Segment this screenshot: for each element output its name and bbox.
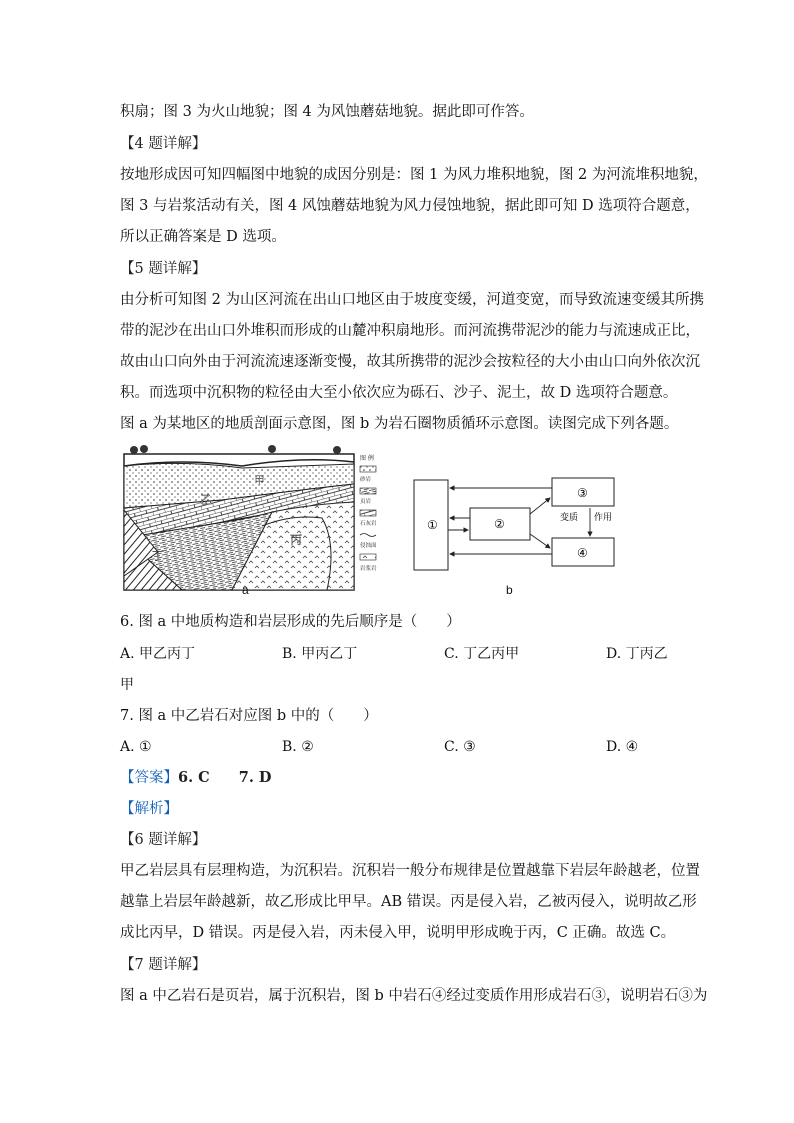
text-line: 图 a 中乙岩石是页岩，属于沉积岩，图 b 中岩石④经过变质作用形成岩石③，说明岩石③为 — [120, 988, 708, 1004]
text-line: 图 3 与岩浆活动有关，图 4 风蚀蘑菇地貌为风力侵蚀地貌，据此即可知 D 选项符合题意， — [120, 198, 700, 214]
text-line: 积扇；图 3 为火山地貌；图 4 为风蚀蘑菇地貌。据此即可作答。 — [120, 104, 534, 120]
label-yi: 乙 — [200, 493, 213, 507]
q7-option-a[interactable]: A. ① — [120, 739, 152, 755]
arrow-label-metamorphism: 变质 — [560, 513, 579, 523]
arrow-label-action: 作用 — [594, 513, 613, 523]
analysis-label: 【解析】 — [120, 801, 178, 817]
legend-item: 岩浆岩 — [360, 566, 377, 572]
box-3: ③ — [577, 486, 588, 500]
q7-option-b[interactable]: B. ② — [282, 739, 314, 755]
legend — [360, 454, 377, 572]
text-line: 成比丙早，D 错误。丙是侵入岩，丙未侵入甲，说明甲形成晚于丙，C 正确。故选 C。 — [120, 925, 676, 941]
question-7-stem: 7. 图 a 中乙岩石对应图 b 中的（ ） — [120, 708, 378, 724]
q6-option-c[interactable]: C. 丁乙丙甲 — [444, 646, 520, 662]
legend-item: 砂岩 — [360, 477, 372, 483]
label-bing: 丙 — [290, 533, 303, 547]
text-line: 越靠上岩层年龄越新，故乙形成比甲早。AB 错误。丙是侵入岩，乙被丙侵入，说明故乙形 — [120, 894, 697, 910]
box-1: ① — [427, 518, 438, 532]
text-line: 积。而选项中沉积物的粒径由大至小依次应为砾石、沙子、泥土，故 D 选项符合题意。 — [120, 385, 678, 401]
legend-item: 侵蚀面 — [360, 543, 377, 549]
geologic-section-figure — [122, 444, 392, 594]
text-line: 由分析可知图 2 为山区河流在出山口地区由于坡度变缓，河道变宽，而导致流速变缓其所携 — [120, 292, 704, 308]
box-4: ④ — [577, 546, 588, 560]
q6-option-d[interactable]: D. 丁丙乙 — [606, 646, 668, 662]
text-line: 故由山口向外由于河流流速逐渐变慢，故其所携带的泥沙会按粒径的大小由山口向外依次沉 — [120, 354, 700, 370]
section-heading-q7: 【7 题详解】 — [120, 957, 207, 973]
text-line: 所以正确答案是 D 选项。 — [120, 229, 286, 245]
box-2: ② — [494, 517, 505, 531]
figure-a-caption: a — [242, 583, 249, 597]
section-heading-q5: 【5 题详解】 — [120, 261, 207, 277]
figure-b-caption: b — [506, 583, 513, 597]
answer-line — [120, 768, 272, 788]
text-line: 按地形成因可知四幅图中地貌的成因分别是：图 1 为风力堆积地貌，图 2 为河流堆积地貌， — [120, 167, 708, 183]
legend-title: 图 例 — [360, 455, 374, 462]
q6-option-a[interactable]: A. 甲乙丙丁 — [120, 646, 196, 662]
section-heading-q6: 【6 题详解】 — [120, 832, 207, 848]
section-heading-q4: 【4 题详解】 — [120, 136, 207, 152]
answer-label: 【答案】 — [120, 770, 178, 786]
text-line: 甲乙岩层具有层理构造，为沉积岩。沉积岩一般分布规律是位置越靠下岩层年龄越老，位置 — [120, 863, 700, 879]
legend-item: 页岩 — [360, 499, 372, 505]
q7-option-d[interactable]: D. ④ — [606, 739, 639, 755]
question-6-stem: 6. 图 a 中地质构造和岩层形成的先后顺序是（ ） — [120, 614, 461, 630]
q7-option-c[interactable]: C. ③ — [444, 739, 476, 755]
legend-item: 石灰岩 — [360, 521, 377, 527]
answer-value: 6. C 7. D — [178, 769, 272, 786]
text-line: 图 a 为某地区的地质剖面示意图，图 b 为岩石圈物质循环示意图。读图完成下列各题。 — [120, 416, 679, 432]
q6-option-b[interactable]: B. 甲丙乙丁 — [282, 646, 358, 662]
rock-cycle-figure — [412, 468, 622, 578]
label-jia: 甲 — [254, 474, 265, 487]
q6-option-d-continued: 甲 — [120, 677, 134, 693]
label-ding: 丁 — [152, 549, 165, 563]
text-line: 带的泥沙在出山口外堆积而形成的山麓冲积扇地形。而河流携带泥沙的能力与流速成正比， — [120, 323, 700, 339]
